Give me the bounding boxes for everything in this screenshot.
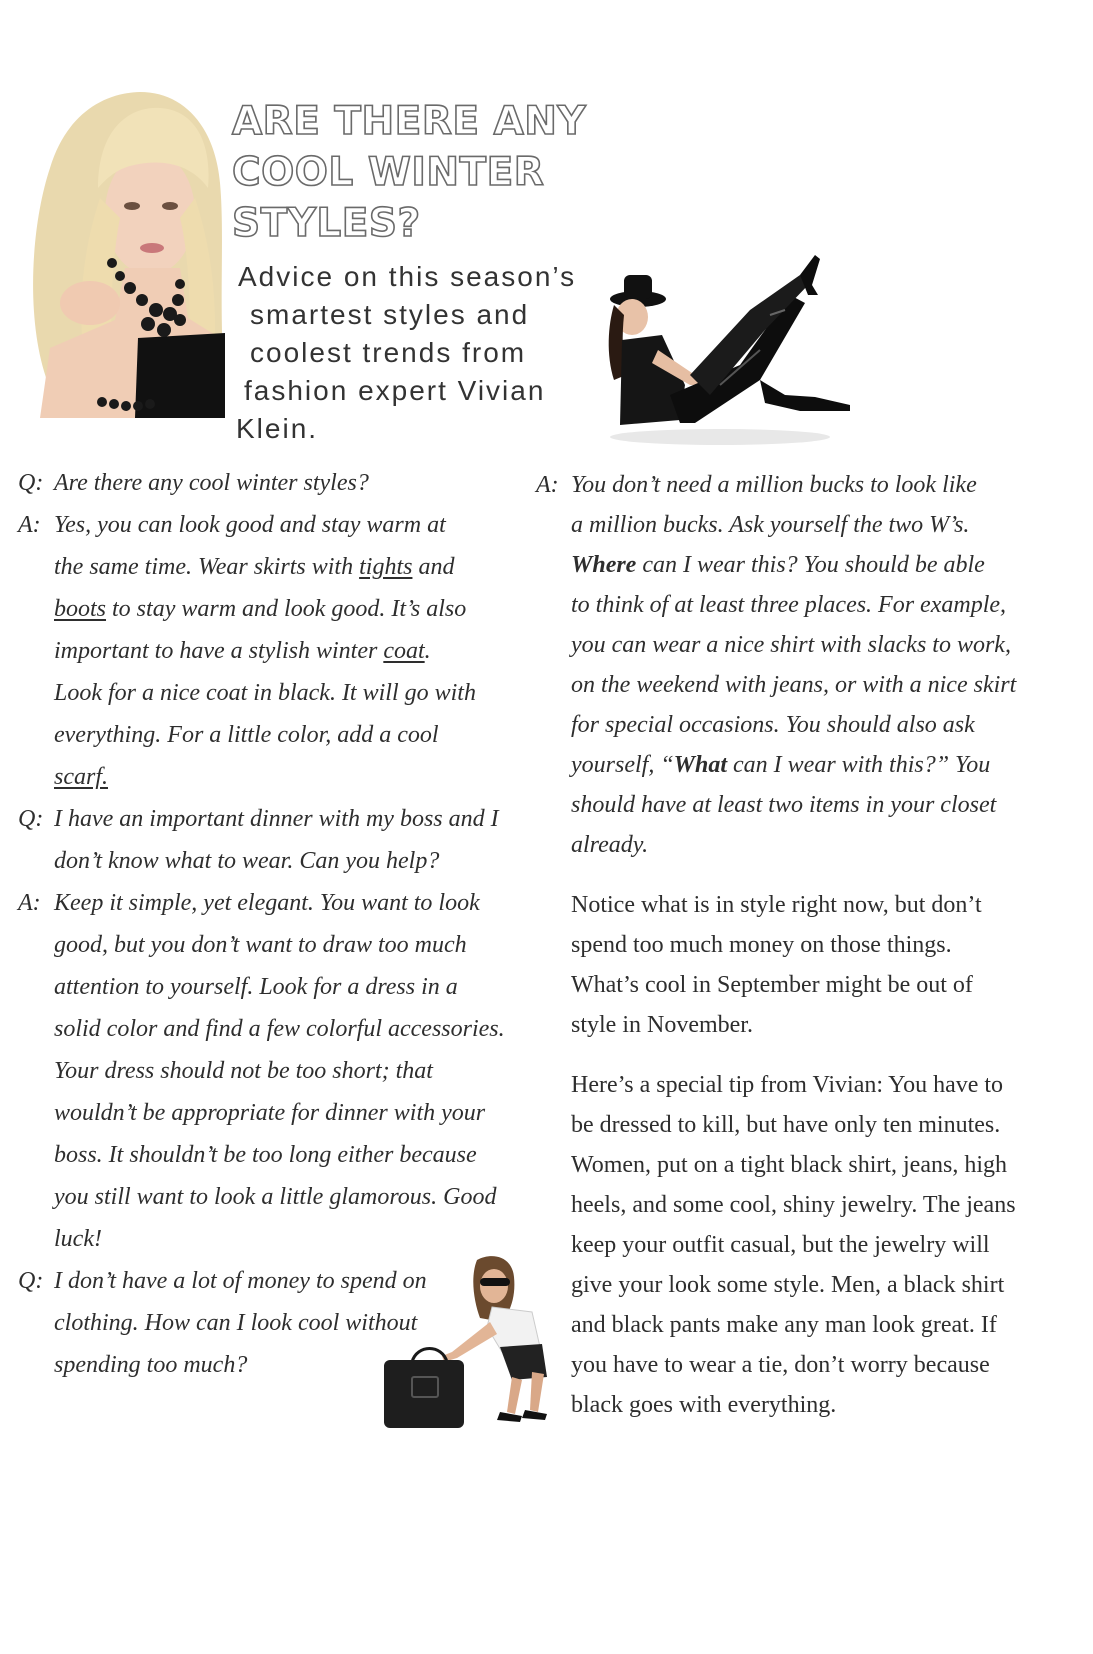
q-label: Q: [18, 1268, 44, 1294]
question-3-line: clothing. How can I look cool without [54, 1310, 418, 1336]
answer-1-line [54, 596, 466, 623]
paragraph-1-line: spend too much money on those things. [571, 932, 952, 958]
answer-1-line: Yes, you can look good and stay warm at [54, 512, 446, 538]
answer-2-line: luck! [54, 1226, 102, 1252]
paragraph-2-line: heels, and some cool, shiny jewelry. The jeans [571, 1192, 1016, 1218]
paragraph-2-line: be dressed to kill, but have only ten minutes. [571, 1112, 1001, 1138]
text: yourself, “ [571, 752, 674, 778]
text: the same time. Wear skirts with [54, 554, 360, 580]
subtitle-line: Advice on this season’s [238, 261, 577, 292]
paragraph-1-line: Notice what is in style right now, but don’t [571, 892, 982, 918]
emphasis-what: What [673, 752, 728, 778]
answer-2-line: you still want to look a little glamorous. Good [54, 1184, 497, 1210]
answer-3-line [571, 752, 990, 779]
paragraph-2-line: give your look some style. Men, a black shirt [571, 1272, 1005, 1298]
a-label: A: [536, 472, 559, 498]
a-label: A: [18, 890, 41, 916]
answer-2-line: solid color and find a few colorful accessories. [54, 1016, 505, 1042]
text: can I wear with this?” You [727, 752, 991, 778]
answer-3-line: for special occasions. You should also ask [571, 712, 975, 738]
question-3-line: I don’t have a lot of money to spend on [54, 1268, 427, 1294]
answer-2-line: boss. It shouldn’t be too long either because [54, 1142, 477, 1168]
text: and [412, 554, 455, 580]
answer-1-line [54, 554, 454, 581]
question-2-line: don’t know what to wear. Can you help? [54, 848, 440, 874]
title-line: COOL WINTER [232, 150, 545, 195]
answer-3-line: You don’t need a million bucks to look like [571, 472, 977, 498]
subtitle-line: coolest trends from [250, 337, 527, 368]
woman-boots-photo [600, 255, 860, 455]
answer-3-line: already. [571, 832, 649, 858]
answer-3-line: to think of at least three places. For example, [571, 592, 1007, 618]
question-2-line: I have an important dinner with my boss and I [54, 806, 499, 832]
answer-1-line: Look for a nice coat in black. It will go with [54, 680, 476, 706]
subtitle-line: smartest styles and [250, 299, 530, 330]
link-coat: coat [383, 638, 425, 664]
subtitle-line: fashion expert Vivian [244, 375, 546, 406]
text: important to have a stylish winter [54, 638, 384, 664]
answer-2-line: attention to yourself. Look for a dress in a [54, 974, 458, 1000]
title-line: ARE THERE ANY [232, 99, 587, 144]
q-label: Q: [18, 806, 44, 832]
answer-1-line: everything. For a little color, add a cool [54, 722, 439, 748]
link-boots: boots [54, 596, 107, 622]
paragraph-2-line: keep your outfit casual, but the jewelry will [571, 1232, 990, 1258]
answer-2-line: good, but you don’t want to draw too much [54, 932, 467, 958]
paragraph-2-line: Women, put on a tight black shirt, jeans, high [571, 1152, 1007, 1178]
question-3-line: spending too much? [54, 1352, 248, 1378]
subtitle-line: Klein. [236, 413, 319, 444]
answer-1-line [54, 764, 108, 791]
woman-blonde-photo [20, 88, 235, 418]
answer-2-line: Keep it simple, yet elegant. You want to look [54, 890, 480, 916]
text: can I wear this? You should be able [636, 552, 985, 578]
q-label: Q: [18, 470, 44, 496]
answer-1-line [54, 638, 431, 665]
answer-3-line: on the weekend with jeans, or with a nice skirt [571, 672, 1017, 698]
answer-3-line: you can wear a nice shirt with slacks to work, [571, 632, 1011, 658]
paragraph-1-line: style in November. [571, 1012, 753, 1038]
answer-3-line: a million bucks. Ask yourself the two W’s. [571, 512, 970, 538]
answer-3-line: should have at least two items in your closet [571, 792, 997, 818]
emphasis-where: Where [571, 552, 637, 578]
answer-2-line: wouldn’t be appropriate for dinner with your [54, 1100, 486, 1126]
paragraph-2-line: Here’s a special tip from Vivian: You have to [571, 1072, 1004, 1098]
question-1: Are there any cool winter styles? [54, 470, 369, 496]
link-tights: tights [359, 554, 413, 580]
paragraph-2-line: black goes with everything. [571, 1392, 837, 1418]
a-label: A: [18, 512, 41, 538]
woman-bag-photo [382, 1252, 557, 1432]
text: to stay warm and look good. It’s also [106, 596, 467, 622]
answer-2-line: Your dress should not be too short; that [54, 1058, 433, 1084]
paragraph-1-line: What’s cool in September might be out of [571, 972, 973, 998]
text: . [424, 638, 431, 664]
page-title [232, 96, 592, 249]
link-scarf: scarf. [54, 764, 108, 790]
title-line: STYLES? [232, 201, 421, 246]
paragraph-2-line: you have to wear a tie, don’t worry because [571, 1352, 990, 1378]
paragraph-2-line: and black pants make any man look great. If [571, 1312, 997, 1338]
subtitle [236, 258, 610, 448]
answer-3-line [571, 552, 985, 579]
